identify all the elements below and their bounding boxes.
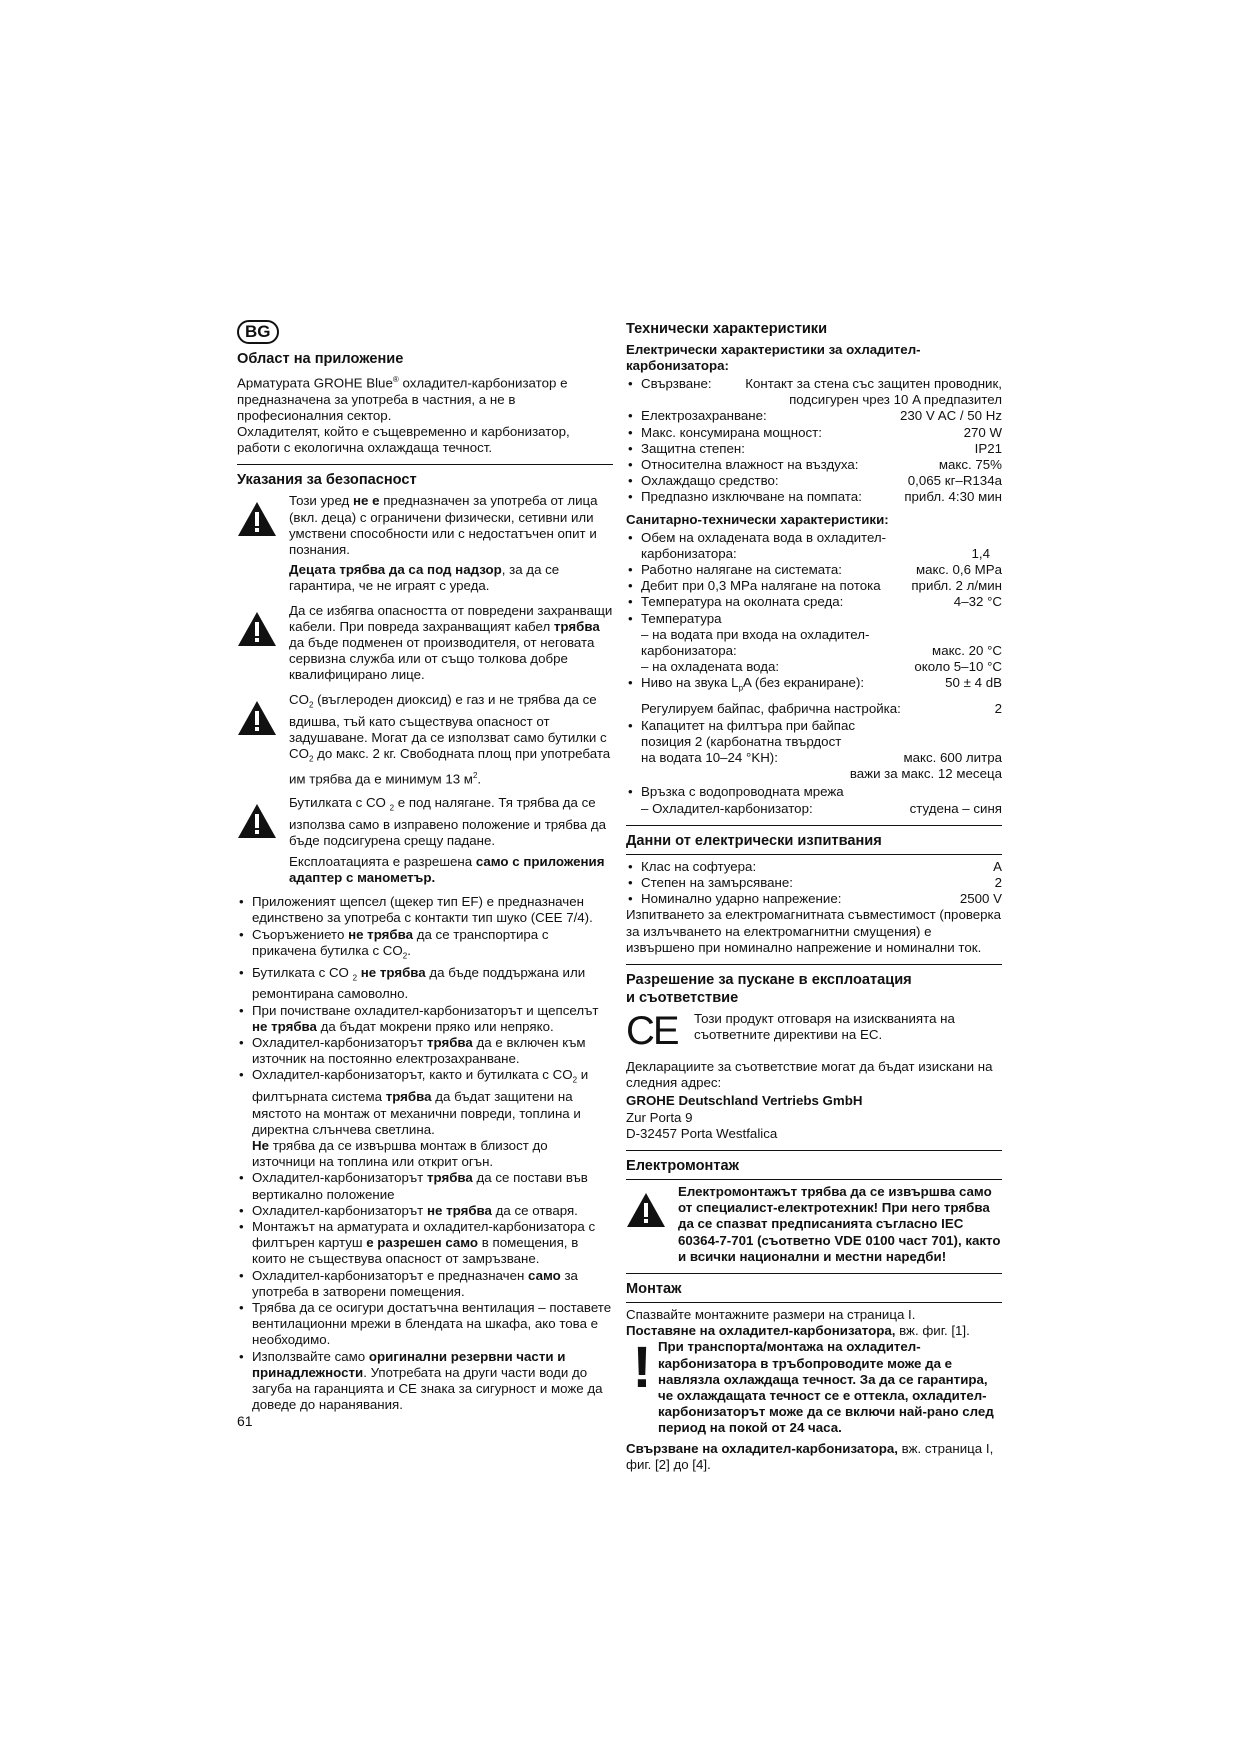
language-badge: BG [237,320,279,344]
list-item: • Съоръжението не трябва да се транспортира с прикачена бутилка с $CO_2$. [237,927,613,965]
spec-value: 270 W [963,424,1002,440]
list-item: • Използвайте само оригинални резервни части и принадлежности. Употребата на други части води до загуба на гаранцията и CE знака за сигурност и може да доведе до наранявания. [237,1349,613,1414]
spec-filter-l2: позиция 2 (карбонатна твърдост [641,733,842,749]
left-column [237,320,613,1413]
spec-value: прибл. 4:30 мин [904,489,1002,505]
test-specs [626,859,1002,908]
spec-row [626,859,1002,875]
mounting-text-3: Свързване на охладител-карбонизатора, вж. страница I, фиг. [2] до [4]. [626,1440,994,1472]
spec-row-connection: • Свързване: Контакт за стена със защитен проводник, [626,376,1002,392]
mounting-warning-text: При транспорта/монтажа на охладител-карбонизатора в тръбопроводите може да е навлязла охлаждаща течност. За да се гарантира, че охлаждащата течност се е оттекла, охладител-карбонизаторът може да се включи най-рано след период на покой от 24 часа. [658,1339,994,1436]
spec-volume: • Обем на охладената вода в охладител- [626,530,1002,546]
list-item: • Охладител-карбонизаторът трябва да е включен към източник на постоянно електрозахранване. [237,1035,613,1067]
electrical-installation-title: Електромонтаж [626,1157,739,1174]
spec-label: • Работно налягане на системата: [641,562,842,578]
mounting-text-1: Спазвайте монтажните размери на страница I. [626,1306,916,1322]
spec-row [626,875,1002,891]
spec-label: • Защитна степен: [641,440,745,456]
spec-value: 0,065 кг–R134a [907,473,1002,489]
spec-value: макс. 0,6 MPa [915,562,1002,578]
spec-value: прибл. 2 л/мин [911,578,1002,594]
spec-bypass: Регулируем байпас, фабрична настройка: 2 [641,701,1002,717]
spec-label: • Клас на софтуера: [641,858,757,874]
spec-label: • Степен на замърсяване: [641,874,793,890]
electrical-warning-text: Електромонтажът трябва да се извършва само от специалист-електротехник! При него трябва да се спазват предписанията съгласно IEC 60364-7-701 (съответно VDE 0100 част 701), както и всички национални и местни наредби! [678,1183,1001,1264]
mounting-text-2: Поставяне на охладител-карбонизатора, вж. фиг. [1]. [626,1323,970,1339]
san-specs [626,562,1002,611]
spec-label: • Относителна влажност на въздуха: [641,457,859,473]
spec-row [626,594,1002,610]
spec-water-conn: • Връзка с водопроводната мрежа [626,784,1002,800]
warning-triangle-icon [237,795,289,843]
spec-volume-cont: карбонизатора: 1,4 [641,545,990,561]
warning-triangle-icon [626,1184,678,1232]
list-item: • Бутилката с CO $_2$ не трябва да бъде поддържана или ремонтирана самоволно. [237,965,613,1003]
spec-water-conn-cont: – Охладител-карбонизатор: студена – синя [641,800,1002,816]
ce-text: Този продукт отговаря на изискванията на съответните директиви на ЕС. [694,1010,955,1043]
spec-filter: • Капацитет на филтъра при байпас [626,718,1002,734]
warning-text-4b: Експлоатацията е разрешена само с приложения адаптер с манометър. [289,853,605,885]
divider [626,1150,1002,1151]
elec-title: Електрически характеристики за охладител-карбонизатора: [626,342,921,373]
company-street: Zur Porta 9 [626,1109,693,1125]
list-item: • Охладител-карбонизаторът е предназначен само за употреба в затворени помещения. [237,1268,613,1300]
spec-value: A [993,858,1002,874]
divider [237,464,613,465]
list-item: • Монтажът на арматурата и охладител-карбонизатора с филтърен картуш е разрешен само в помещения, в които не съществува опасност от замръзване. [237,1219,613,1268]
spec-filter-validity: важи за макс. 12 месеца [849,766,1002,782]
spec-row [626,891,1002,907]
list-item: • Трябва да се осигури достатъчна вентилация – поставете вентилационни мрежи в блендата на шкафа, ако това е необходимо. [237,1300,613,1349]
spec-temp-inlet: – на водата при входа на охладител- [641,626,870,642]
list-item: • Охладител-карбонизаторът, както и бутилката с $CO_2$ и филтърната система трябва да бъдат защитени на мястото на монтаж от механични повреди, топлина и директна слънчева светлина. Не трябва да се извършва монтаж в близост до източници на топлина или открит огън. [237,1067,613,1170]
list-item: • Приложеният щепсел (щекер тип EF) е предназначен единствено за употреба с контакти тип шуко (CEE 7/4). [237,894,613,926]
spec-label: • Дебит при 0,3 MPa налягане на потока [641,578,881,594]
spec-value: макс. 75% [938,457,1002,473]
ce-mark-icon: CE [626,1008,678,1053]
safety-bullet-list [237,894,613,1413]
mounting-warning [626,1335,1002,1436]
list-item: • Охладител-карбонизаторът не трябва да се отваря. [237,1203,613,1219]
warning-block-1 [237,493,613,598]
list-item: • Охладител-карбонизаторът трябва да се постави във вертикално положение [237,1170,613,1202]
spec-row [626,489,1002,505]
scope-title: Област на приложение [237,351,404,367]
right-column [626,320,1002,1473]
spec-row [626,457,1002,473]
company-name: GROHE Deutschland Vertriebs GmbH [626,1093,863,1109]
spec-temp-inlet-cont: карбонизатора: макс. 20 °C [641,643,1002,659]
page-number: 61 [237,1413,253,1429]
spec-temperature: • Температура [626,611,1002,627]
spec-value: IP21 [974,440,1002,456]
mounting-title: Монтаж [626,1280,682,1297]
spec-row [626,408,1002,424]
divider [626,825,1002,826]
warning-text-3: $CO_2$ (въглероден диоксид) е газ и не трябва да се вдишва, тъй като съществува опасност от задушаване. Могат да се използват само бутилки с $CO_2$ до макс. 2 кг. Свободната площ при употребата им трябва да е минимум 13 $м^2$. [289,691,611,787]
company-city: D-32457 Porta Westfalica [626,1125,778,1141]
divider [626,1179,1002,1180]
spec-label: • Предпазно изключване на помпата: [641,489,862,505]
spec-value: 4–32 °C [953,594,1002,610]
warning-text-1: Този уред не е предназначен за употреба от лица (вкл. деца) с ограничени физически, сетивни или умствени способности или с недостатъчен опит и познания. [289,493,598,558]
divider [626,1302,1002,1303]
tech-title: Технически характеристики [626,321,828,337]
warning-block-2 [237,603,613,688]
spec-connection-cont: подсигурен чрез 10 A предпазител [789,392,1002,408]
ce-block [626,1008,1002,1053]
elec-specs [626,408,1002,505]
divider [626,854,1002,855]
warning-block-4 [237,795,613,890]
spec-row [626,578,1002,594]
spec-filter-l3: на водата 10–24 °KH): макс. 600 литра [641,749,1002,765]
spec-label: • Електрозахранване: [641,408,767,424]
warning-block-3 [237,692,613,792]
divider [626,1273,1002,1274]
spec-label: • Макс. консумирана мощност: [641,424,822,440]
spec-label: • Номинално ударно напрежение: [641,891,842,907]
safety-title: Указания за безопасност [237,472,417,489]
spec-value: 2500 V [959,891,1002,907]
list-item: • При почистване охладител-карбонизаторът и щепселът не трябва да бъдат мокрени пряко или непряко. [237,1003,613,1035]
approval-title: Разрешение за пускане в експлоатация и съответствие [626,971,912,1006]
divider [626,964,1002,965]
san-title: Санитарно-технически характеристики: [626,511,889,527]
warning-triangle-icon [237,603,289,651]
electrical-warning [626,1184,1002,1265]
exclamation-icon: ! [632,1335,652,1401]
scope-paragraph-2: Охладителят, който е същевременно и карбонизатор, работи с екологична охлаждаща течност. [237,424,570,456]
spec-row [626,562,1002,578]
spec-row [626,441,1002,457]
warning-text-children: Децата трябва да са под надзор, за да се гарантира, че не играят с уреда. [289,562,560,594]
spec-row [626,473,1002,489]
spec-temp-cooled: – на охладената вода: около 5–10 °C [641,659,1002,675]
emc-text: Изпитването за електромагнитната съвместимост (проверка за излъчването на електромагнитни смущения) е извършено при номинално напрежение и номинални ток. [626,907,1002,955]
scope-paragraph-1: Арматурата GROHE Blue® охладител-карбонизатор е предназначена за употреба в частния, а не в професионалния сектор. [237,375,568,423]
spec-label: • Температура на околната среда: [641,594,844,610]
spec-row [626,425,1002,441]
spec-value: 2 [994,874,1002,890]
spec-value: 230 V AC / 50 Hz [900,408,1002,424]
warning-text-4: Бутилката с CO $_2$ е под налягане. Тя трябва да се използва само в изправено положение и трябва да бъде подсигурена срещу падане. [289,795,607,849]
test-title: Данни от електрически изпитвания [626,832,882,849]
warning-triangle-icon [237,692,289,740]
spec-label: • Охлаждащо средство: [641,473,779,489]
declaration-text: Декларациите за съответствие могат да бъдат изискани на следния адрес: [626,1058,993,1091]
warning-triangle-icon [237,493,289,541]
spec-noise: • Ниво на звука $L_pA$ (без екраниране): 50 ± 4 dB [626,675,1002,697]
warning-text-2: Да се избягва опасността от повредени захранващи кабели. При повреда захранващият кабел трябва да бъде подменен от производителя, от неговата сервизна служба или от също толкова добре квалифицирано лице. [289,602,613,683]
